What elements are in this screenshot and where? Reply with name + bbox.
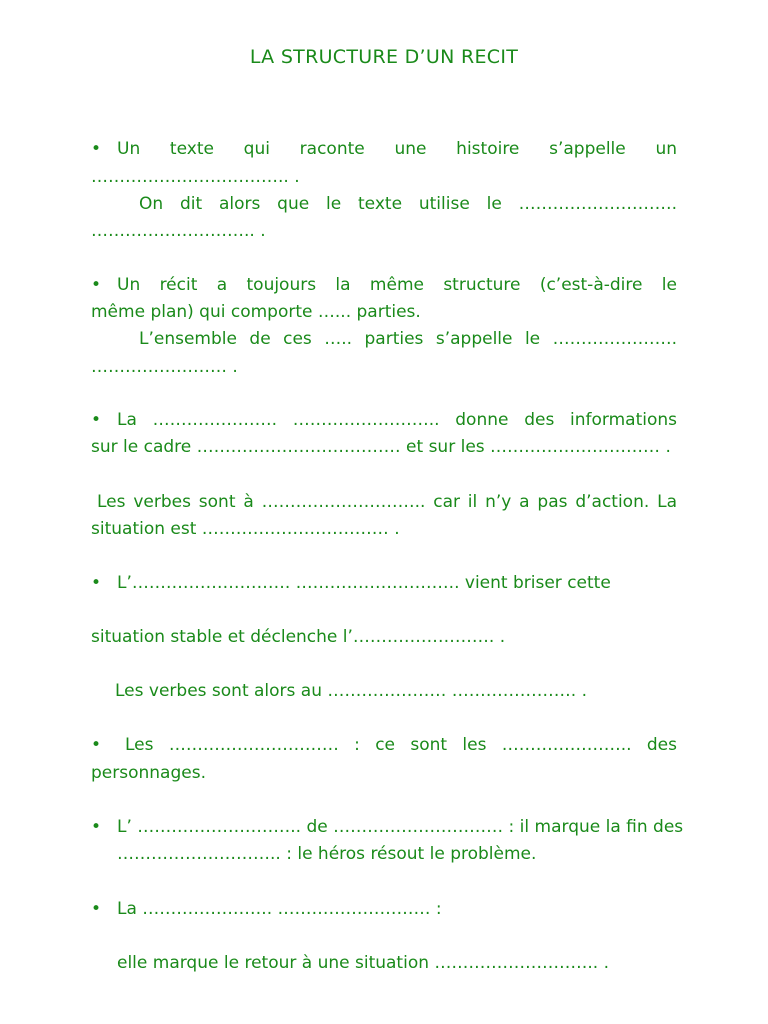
line-text: On dit alors que le texte utilise le ……………………….	[139, 194, 677, 214]
text-line	[139, 191, 677, 218]
line-text: situation est …………………………… .	[91, 519, 400, 539]
line-text: La …………………. …………………….. donne des informations	[117, 410, 677, 430]
text-line	[91, 814, 684, 841]
text-line	[115, 678, 677, 705]
text-line	[91, 218, 677, 245]
line-text: sur le cadre ……………………………… et sur les ………………………… .	[91, 437, 671, 457]
line-text: ……………………….. .	[91, 221, 266, 241]
line-text: personnages.	[91, 763, 206, 783]
text-line	[91, 516, 677, 543]
text-line	[97, 489, 677, 516]
text-line	[91, 407, 677, 434]
line-text: Les verbes sont à ……………………….. car il n’y a pas d’action. La	[97, 492, 677, 512]
text-line	[91, 434, 677, 461]
line-text: Un récit a toujours la même structure (c’est-à-dire le	[117, 275, 677, 295]
line-text: La ………………….. ……………………… :	[117, 899, 442, 919]
bullet-icon: •	[91, 817, 102, 837]
line-text: Un texte qui raconte une histoire s’appelle un	[117, 139, 677, 159]
text-line	[91, 570, 677, 597]
line-text: ……………………….. : le héros résout le problème.	[117, 844, 537, 864]
text-line	[91, 272, 677, 299]
text-line	[91, 136, 677, 163]
text-line	[139, 326, 677, 353]
line-text: L’ ……………………….. de ………………………… : il marque la fin des	[117, 817, 684, 837]
page-title: LA STRUCTURE D’UN RECIT	[249, 46, 519, 68]
bullet-icon: •	[91, 139, 102, 159]
bullet-icon: •	[91, 899, 102, 919]
bullet-icon: •	[91, 735, 102, 755]
line-text: L’ensemble de ces ….. parties s’appelle le ………………….	[139, 329, 677, 349]
text-line	[91, 760, 677, 787]
text-line	[91, 896, 677, 923]
line-text: …………………………….. .	[91, 167, 300, 187]
line-text: elle marque le retour à une situation ……………………….. .	[117, 953, 610, 973]
line-text: Les verbes sont alors au ………………… …………………. .	[115, 681, 588, 701]
text-line	[91, 354, 677, 381]
text-line	[117, 950, 677, 977]
text-line	[91, 299, 677, 326]
text-line	[91, 624, 677, 651]
line-text: Les ………………………… : ce sont les ………………….. des	[125, 735, 677, 755]
line-text: même plan) qui comporte …... parties.	[91, 302, 421, 322]
bullet-icon: •	[91, 573, 102, 593]
line-text: situation stable et déclenche l’……………………. .	[91, 627, 506, 647]
text-line	[91, 164, 677, 191]
line-text: L’………………………. ……………………….. vient briser cette	[117, 573, 611, 593]
text-line	[117, 841, 677, 868]
text-line	[91, 732, 677, 759]
line-text: …………………… .	[91, 357, 238, 377]
bullet-icon: •	[91, 275, 102, 295]
bullet-icon: •	[91, 410, 102, 430]
